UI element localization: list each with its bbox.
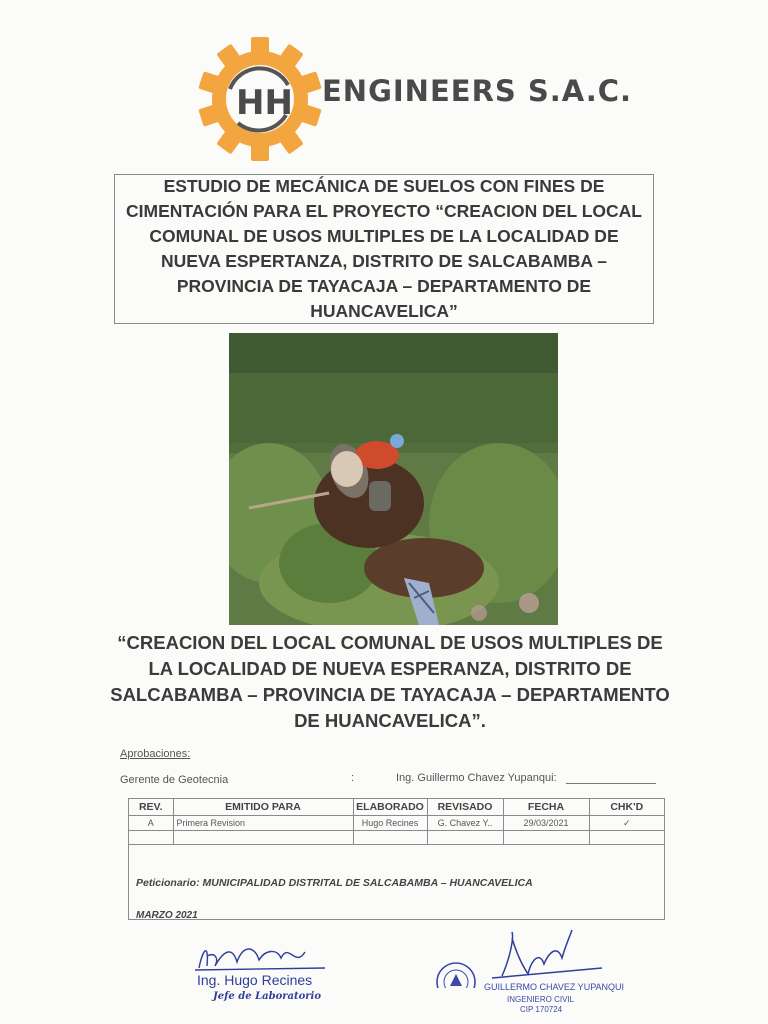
signature-left-role: Jefe de Laboratorio (213, 991, 322, 1002)
gear-icon (196, 34, 336, 164)
table-row (129, 816, 664, 831)
header-chkd: CHK'D (589, 799, 664, 816)
signature-right-name: GUILLERMO CHAVEZ YUPANQUI (484, 982, 625, 992)
study-title-box (114, 174, 654, 324)
seal-signature-icon (432, 928, 622, 988)
revision-table (129, 799, 664, 845)
svg-text:HH: HH (236, 83, 293, 123)
approver-signature-line (566, 783, 656, 784)
signature-right-title: INGENIERO CIVIL (507, 995, 575, 1004)
header-elaborado: ELABORADO (353, 799, 427, 816)
cell-rev: A (129, 816, 173, 831)
cell-fecha: 29/03/2021 (503, 816, 589, 831)
approver-role: Gerente de Geotecnia (120, 774, 229, 786)
peticionario: Peticionario: MUNICIPALIDAD DISTRITAL DE SALCABAMBA – HUANCAVELICA (136, 877, 533, 889)
document-date: MARZO 2021 (136, 910, 198, 921)
signature-right-cip: CIP 170724 (520, 1005, 563, 1014)
field-photo (229, 333, 558, 625)
header-fecha: FECHA (503, 799, 589, 816)
project-title: “CREACION DEL LOCAL COMUNAL DE USOS MULTIPLES DE LA LOCALIDAD DE NUEVA ESPERANZA, DISTRITO DE SALCABAMBA – PROVINCIA DE TAYACAJA – DEPARTAMENTO DE HUANCAVELICA”. (110, 632, 670, 731)
header-revisado: REVISADO (427, 799, 503, 816)
company-logo (196, 34, 633, 164)
approver-name: Ing. Guillermo Chavez Yupanqui: (396, 772, 557, 784)
signature-left-name: Ing. Hugo Recines (197, 972, 313, 988)
signature-left (185, 938, 345, 1008)
company-name: ENGINEERS S.A.C. (322, 74, 633, 108)
signature-right (432, 928, 625, 1018)
approvals-label: Aprobaciones: (120, 748, 191, 760)
cell-elaborado: Hugo Recines (353, 816, 427, 831)
table-header-row (129, 799, 664, 816)
cell-chkd: ✓ (589, 816, 664, 831)
approver-separator: : (351, 772, 355, 784)
cell-revisado: G. Chavez Y.. (427, 816, 503, 831)
header-rev: REV. (129, 799, 173, 816)
revision-frame (128, 798, 665, 920)
header-emitido: EMITIDO PARA (173, 799, 353, 816)
table-row-empty (129, 831, 664, 845)
cell-emitido: Primera Revision (173, 816, 353, 831)
study-title: ESTUDIO DE MECÁNICA DE SUELOS CON FINES DE CIMENTACIÓN PARA EL PROYECTO “CREACION DEL LOCAL COMUNAL DE USOS MULTIPLES DE LA LOCALIDAD DE NUEVA ESPERTANZA, DISTRITO DE SALCABAMBA – PROVINCIA DE TAYACAJA – DEPARTAMENTO DE HUANCAVELICA” (126, 176, 642, 321)
